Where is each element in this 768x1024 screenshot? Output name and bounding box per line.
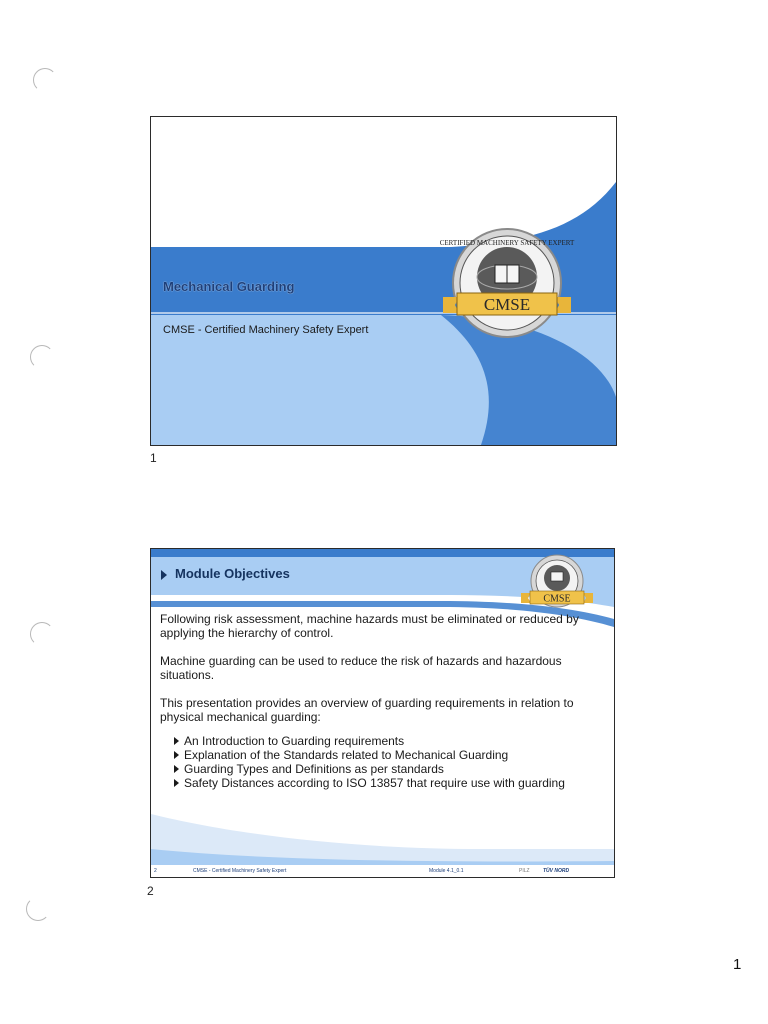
arrow-bullet-icon <box>174 737 179 745</box>
objective-paragraph: Following risk assessment, machine hazards must be eliminated or reduced by applying the hierarchy of control. <box>160 612 579 640</box>
objective-paragraph: Machine guarding can be used to reduce the risk of hazards and hazardous situations. <box>160 654 562 682</box>
slide-footer <box>151 865 614 877</box>
footer-course: CMSE - Certified Machinery Safety Expert <box>193 868 287 874</box>
punch-hole-mark <box>33 68 57 92</box>
punch-hole-mark <box>30 622 54 646</box>
topic-list <box>160 734 600 790</box>
footer-brand-pilz: PILZ <box>519 868 530 874</box>
arrow-bullet-icon <box>174 765 179 773</box>
topic-list-item: Explanation of the Standards related to Mechanical Guarding <box>174 748 600 762</box>
punch-hole-mark <box>30 345 54 369</box>
topic-list-item: Safety Distances according to ISO 13857 that require use with guarding <box>174 776 600 790</box>
slide-1-page-number: 1 <box>150 451 157 465</box>
cmse-seal-icon <box>437 225 577 343</box>
objective-paragraph: This presentation provides an overview of guarding requirements in relation to physical mechanical guarding: <box>160 696 574 724</box>
slide-subtitle: CMSE - Certified Machinery Safety Expert <box>163 324 369 336</box>
slide-heading: Module Objectives <box>161 566 290 581</box>
svg-text:CMSE: CMSE <box>483 295 531 314</box>
svg-text:CMSE: CMSE <box>543 593 571 605</box>
slide-title: Mechanical Guarding <box>163 279 295 294</box>
footer-slide-number: 2 <box>154 868 157 874</box>
sheet-page-number: 1 <box>733 956 742 973</box>
arrow-bullet-icon <box>161 570 167 580</box>
footer-brand-tuv: TÜV NORD <box>543 868 570 874</box>
slide-2-page-number: 2 <box>147 884 154 898</box>
slide-body <box>160 612 600 790</box>
topic-list-item: An Introduction to Guarding requirements <box>174 734 600 748</box>
slide-1-thumbnail <box>150 116 617 446</box>
footer-module: Module 4.1_0.1 <box>429 868 464 874</box>
svg-text:CERTIFIED MACHINERY SAFETY EXP: CERTIFIED MACHINERY SAFETY EXPERT <box>439 239 575 247</box>
punch-hole-mark <box>26 897 50 921</box>
slide-2-thumbnail <box>150 548 615 878</box>
arrow-bullet-icon <box>174 779 179 787</box>
arrow-bullet-icon <box>174 751 179 759</box>
topic-list-item: Guarding Types and Definitions as per standards <box>174 762 600 776</box>
cmse-seal-icon <box>519 553 595 613</box>
